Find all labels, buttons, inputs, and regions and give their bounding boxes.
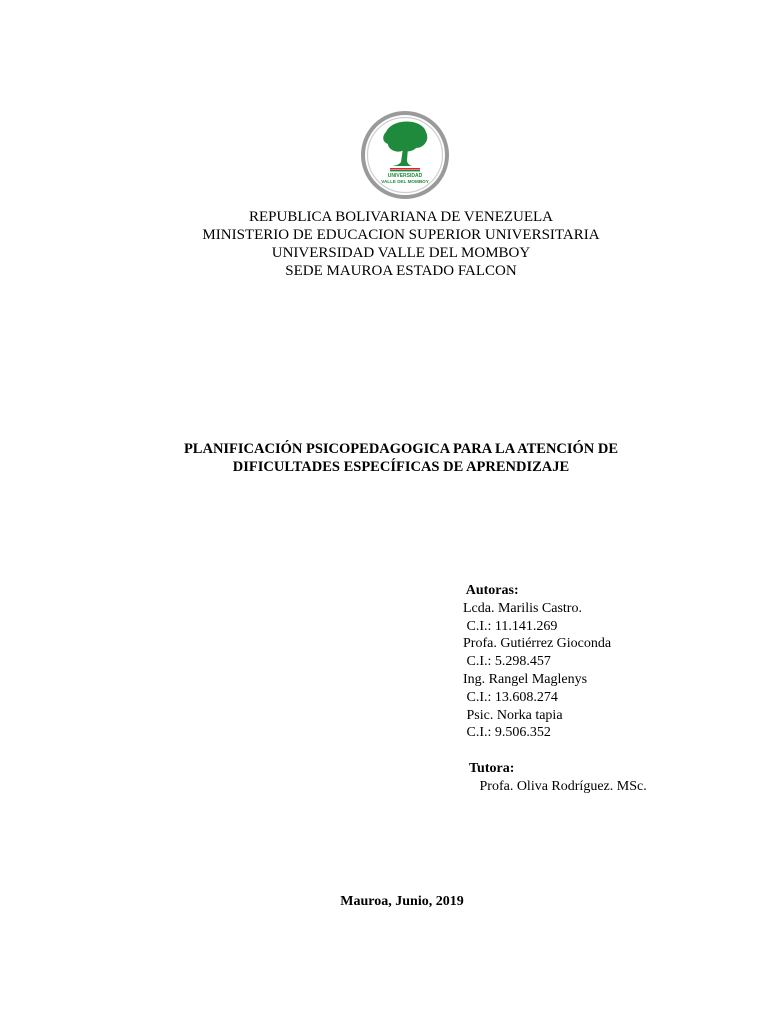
author-line: Ing. Rangel Maglenys: [463, 671, 588, 687]
tutor-section: [469, 760, 647, 796]
author-line: Profa. Gutiérrez Gioconda: [463, 636, 612, 652]
author-line: C.I.: 5.298.457: [463, 654, 551, 670]
institution-header: [0, 208, 768, 280]
university-logo: [360, 110, 450, 200]
tutor-heading: Tutora:: [469, 761, 515, 776]
authors-section: [463, 582, 611, 742]
header-country: REPUBLICA BOLIVARIANA DE VENEZUELA: [248, 209, 554, 225]
author-line: Psic. Norka tapia: [463, 707, 563, 723]
author-line: Lcda. Marilis Castro.: [463, 600, 582, 616]
document-title: [0, 440, 768, 476]
author-line: C.I.: 11.141.269: [463, 618, 558, 634]
tutor-name: Profa. Oliva Rodríguez. MSc.: [469, 779, 647, 794]
place-date: [0, 894, 768, 910]
header-university: UNIVERSIDAD VALLE DEL MOMBOY: [271, 245, 531, 261]
header-ministry: MINISTERIO DE EDUCACION SUPERIOR UNIVERSITARIA: [202, 227, 600, 243]
university-seal-icon: [360, 110, 450, 200]
logo-text-line1: UNIVERSIDAD: [387, 173, 423, 179]
place-date-text: Mauroa, Junio, 2019: [340, 894, 464, 909]
author-line: C.I.: 9.506.352: [463, 725, 551, 741]
title-line-1: PLANIFICACIÓN PSICOPEDAGOGICA PARA LA ATENCIÓN DE: [183, 441, 619, 457]
author-line: C.I.: 13.608.274: [463, 689, 558, 705]
authors-heading: Autoras:: [463, 583, 519, 598]
header-campus: SEDE MAUROA ESTADO FALCON: [285, 263, 517, 279]
logo-text-line2: VALLE DEL MOMBOY: [381, 179, 429, 184]
title-line-2: DIFICULTADES ESPECÍFICAS DE APRENDIZAJE: [232, 459, 570, 475]
